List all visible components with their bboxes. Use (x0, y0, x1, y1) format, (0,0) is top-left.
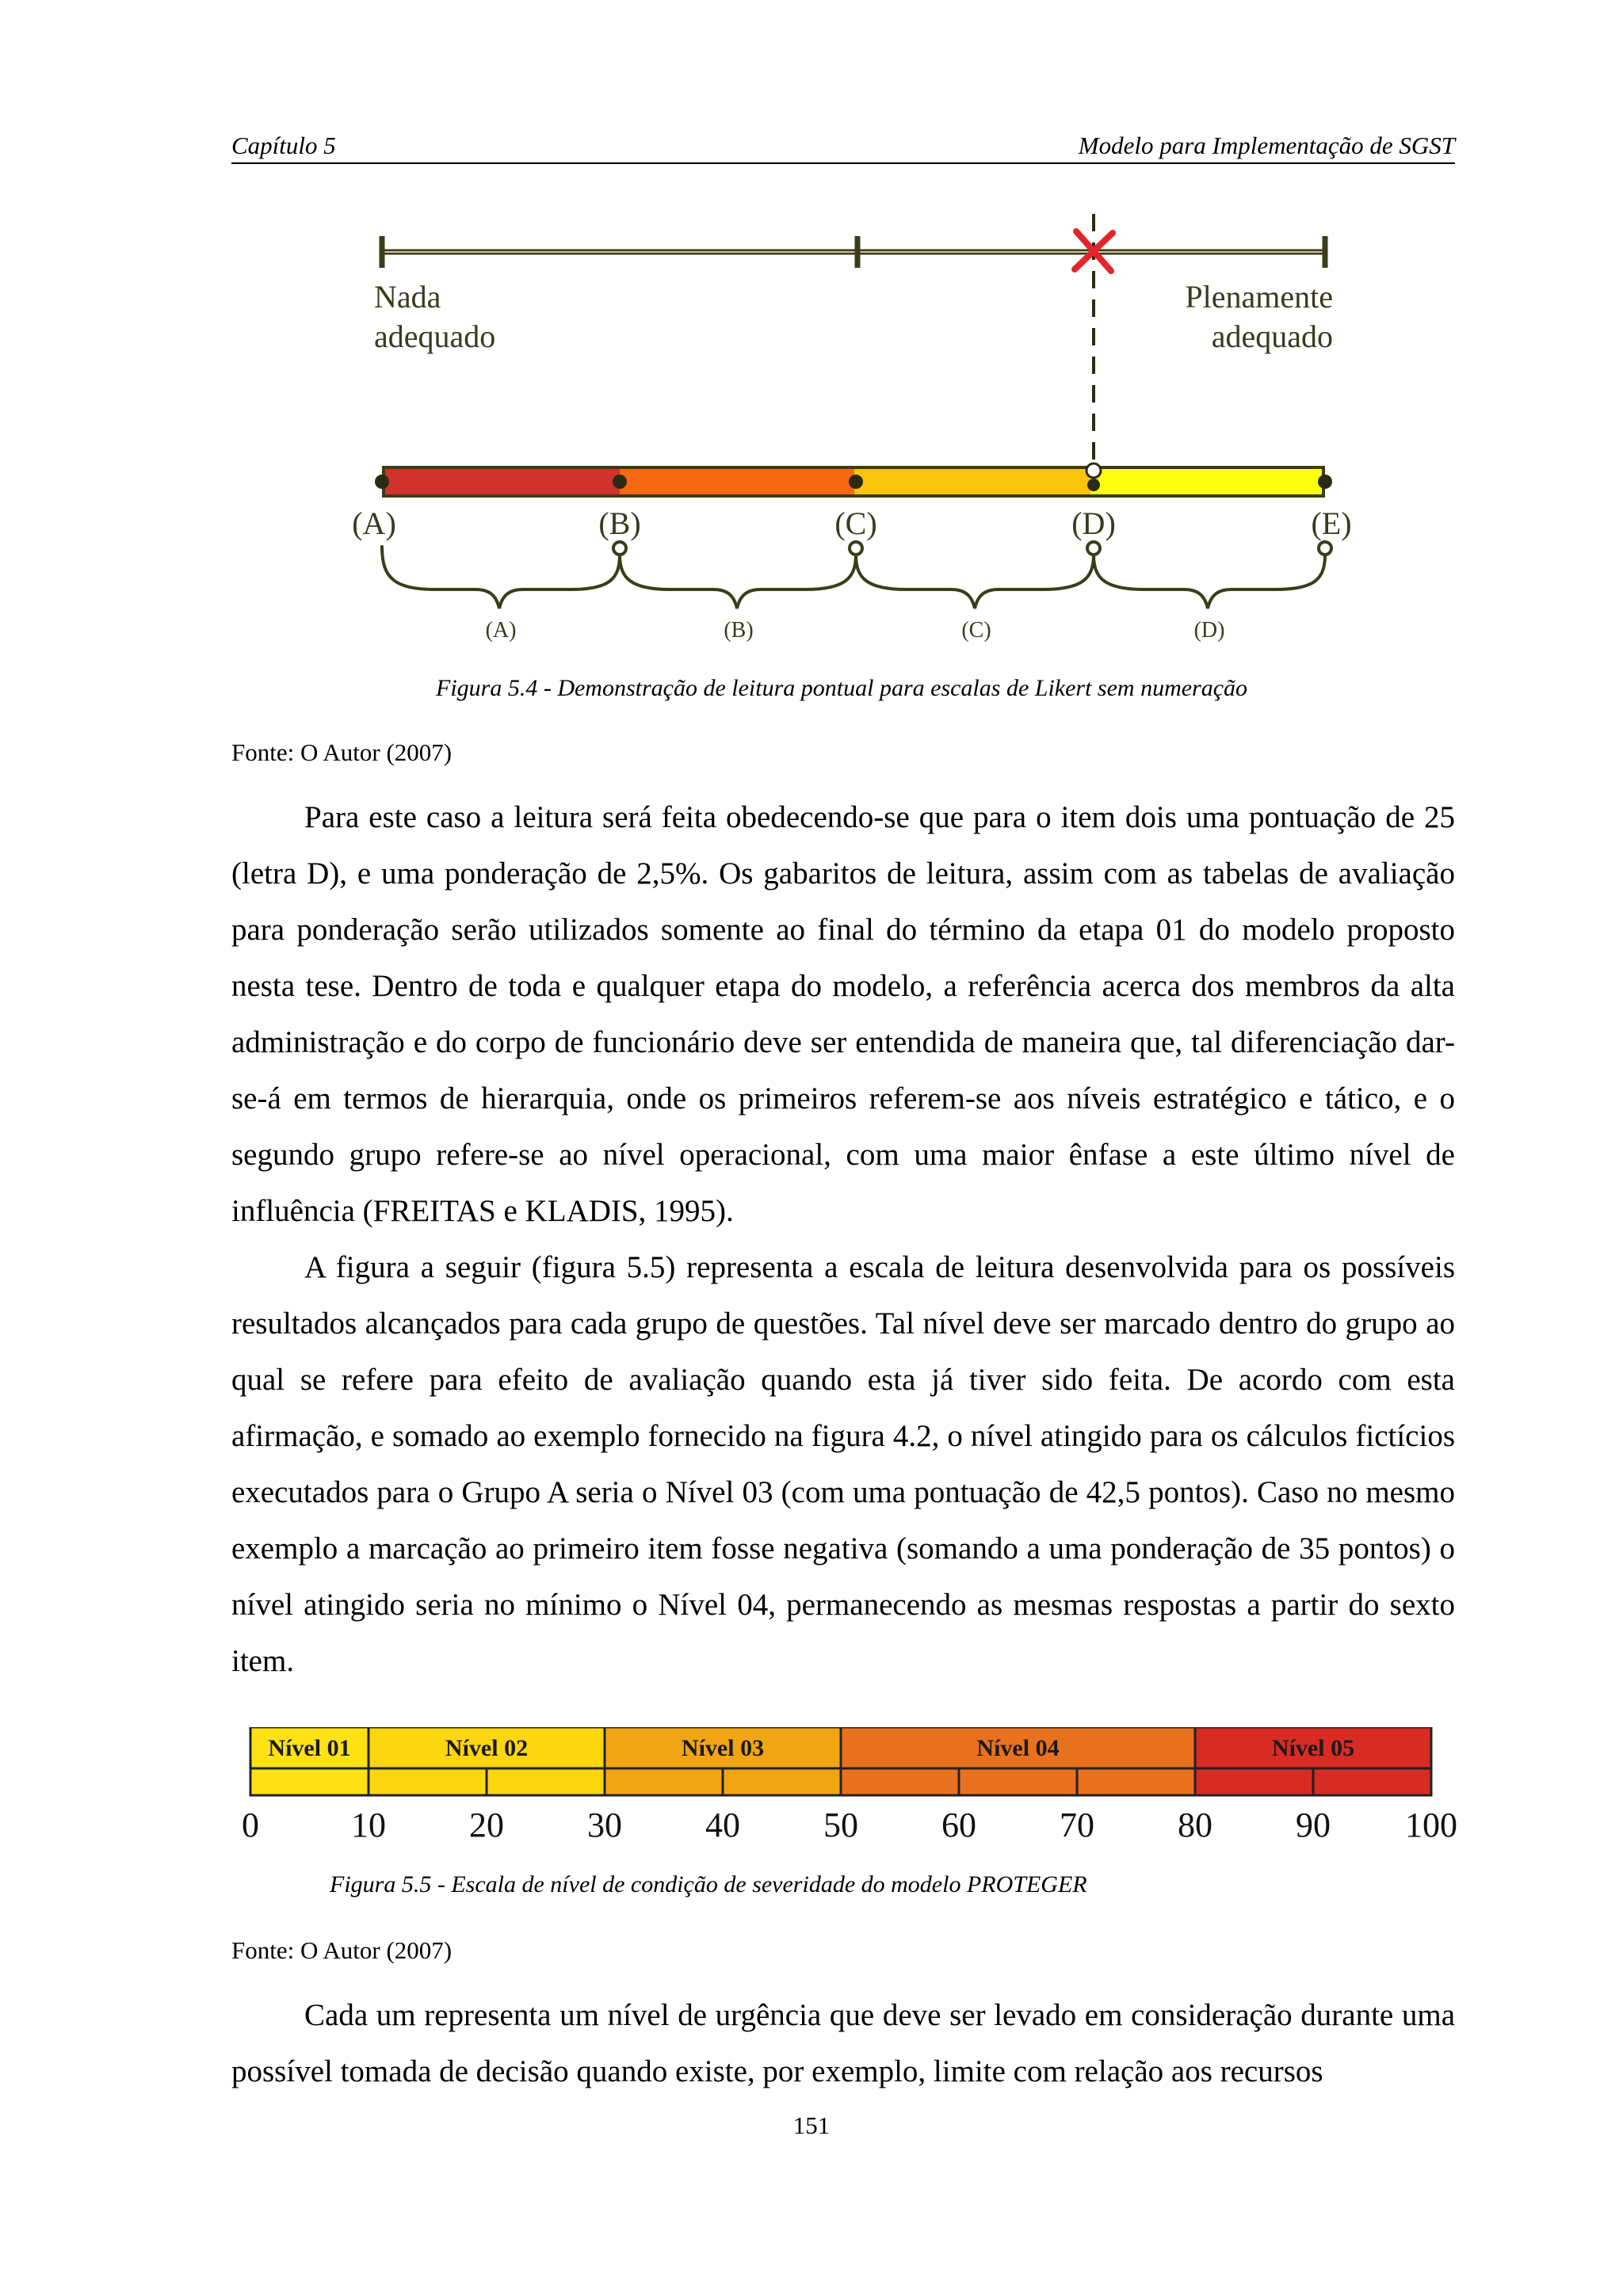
brace-joint-b (613, 542, 626, 555)
interval-label-b: (B) (724, 618, 754, 643)
figure-5-5-source: Fonte: O Autor (2007) (231, 1936, 453, 1964)
level-label-5: Nível 05 (1271, 1735, 1355, 1761)
scale-tick-90: 90 (1296, 1806, 1331, 1844)
scale-tick-0: 0 (242, 1806, 259, 1844)
point-e-dot (1318, 475, 1332, 489)
interval-label-c: (C) (961, 618, 991, 643)
brace-joint-d (1087, 542, 1100, 555)
brace-joint-c (850, 542, 862, 555)
interval-label-a: (A) (485, 618, 517, 643)
point-label-b: (B) (598, 505, 641, 541)
label-adequado-right: adequado (1211, 318, 1333, 354)
scale-tick-20: 20 (469, 1806, 504, 1844)
label-plenamente: Plenamente (1185, 279, 1333, 315)
header-title: Modelo para Implementação de SGST (1078, 132, 1455, 159)
interval-brace-d (1094, 555, 1325, 608)
paragraph-1: Para este caso a leitura será feita obedecendo-se que para o item dois uma pontuação de 25 (letra D), e uma ponderação de 2,5%. Os gabaritos de leitura, assim com as tabelas de avaliação para ponderação serão utilizados somente ao final do término da etapa 01 do modelo proposto nesta tese. Dentro de toda e qualquer etapa do modelo, a referência acerca dos membros da alta administração e do corpo de funcionário deve ser entendida de maneira que, tal diferenciação dar-se-á em termos de hierarquia, onde os primeiros referem-se aos níveis estratégico e tático, e o segundo grupo refere-se ao nível operacional, com uma maior ênfase a este último nível de influência (FREITAS e KLADIS, 1995). (231, 800, 1455, 1228)
scale-tick-40: 40 (705, 1806, 740, 1844)
scale-tick-30: 30 (587, 1806, 622, 1844)
level-label-1: Nível 01 (268, 1735, 351, 1761)
brace-joint-e (1319, 542, 1331, 555)
point-b-dot (613, 475, 627, 489)
point-a-dot (375, 475, 389, 489)
level-label-2: Nível 02 (445, 1735, 529, 1761)
scale-tick-10: 10 (351, 1806, 386, 1844)
point-c-dot (849, 475, 863, 489)
figure-5-5-caption: Figura 5.5 - Escala de nível de condição de severidade do modelo PROTEGER (330, 1871, 1087, 1897)
point-d-dot (1086, 463, 1101, 478)
point-label-a: (A) (352, 505, 396, 541)
paragraph-3: Cada um representa um nível de urgência que deve ser levado em consideração durante uma possível tomada de decisão quando existe, por exemplo, limite com relação aos recursos (231, 1998, 1455, 2088)
bar-segment-a (385, 469, 620, 494)
page-number: 151 (792, 2111, 831, 2139)
point-label-c: (C) (834, 505, 877, 541)
point-label-e: (E) (1311, 505, 1352, 541)
label-nada: Nada (374, 279, 441, 315)
figure-5-4-source: Fonte: O Autor (2007) (231, 738, 453, 766)
point-d-dot-lower (1087, 479, 1100, 491)
top-range-line (382, 236, 1325, 268)
figure-5-5-scale (227, 1727, 1471, 1846)
scale-tick-70: 70 (1060, 1806, 1094, 1844)
paragraph-2: A figura a seguir (figura 5.5) representa a escala de leitura desenvolvida para os possíveis resultados alcançados para cada grupo de questões. Tal nível deve ser marcado dentro do grupo ao qual se refere para efeito de avaliação quando esta já tiver sido feita. De acordo com esta afirmação, e somado ao exemplo fornecido na figura 4.2, o nível atingido para os cálculos fictícios executados para o Grupo A seria o Nível 03 (com uma pontuação de 42,5 pontos). Caso no mesmo exemplo a marcação ao primeiro item fosse negativa (somando a uma ponderação de 35 pontos) o nível atingido seria no mínimo o Nível 04, permanecendo as mesmas respostas a partir do sexto item. (231, 1250, 1455, 1678)
bar-segment-c (854, 469, 1090, 494)
interval-label-d: (D) (1193, 618, 1225, 643)
scale-tick-50: 50 (823, 1806, 858, 1844)
interval-brace-a (382, 547, 620, 608)
scale-tick-80: 80 (1178, 1806, 1212, 1844)
interval-brace-c (856, 555, 1094, 608)
level-label-4: Nível 04 (976, 1735, 1060, 1761)
level-label-3: Nível 03 (681, 1735, 765, 1761)
figure-5-4-caption: Figura 5.4 - Demonstração de leitura pontual para escalas de Likert sem numeração (436, 675, 1248, 701)
scale-tick-60: 60 (941, 1806, 976, 1844)
header-rule (231, 162, 1455, 164)
header-chapter: Capítulo 5 (231, 132, 336, 159)
figure-5-4-diagram (333, 214, 1371, 658)
bar-segment-b (620, 469, 854, 494)
scale-tick-100: 100 (1405, 1806, 1457, 1844)
point-label-d: (D) (1071, 505, 1116, 541)
bar-segment-d (1090, 469, 1322, 494)
interval-brace-b (620, 555, 856, 608)
label-adequado-left: adequado (374, 318, 496, 354)
